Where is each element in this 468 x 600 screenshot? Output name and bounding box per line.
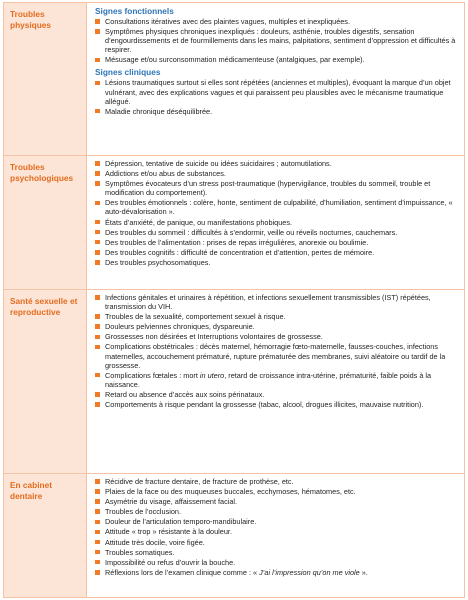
square-bullet-icon xyxy=(95,250,100,255)
list-item xyxy=(95,517,458,526)
category-cell xyxy=(4,156,87,290)
list-item xyxy=(95,477,458,486)
list-item xyxy=(95,400,458,409)
list-item xyxy=(95,248,458,257)
table-row xyxy=(4,156,465,290)
category-label: Santé sexuelle et reproductive xyxy=(10,296,78,317)
square-bullet-icon xyxy=(95,220,100,225)
list-item xyxy=(95,179,458,197)
item-text: Lésions traumatiques surtout si elles sont répétées (anciennes et multiples), évoquant la marque d’un objet vulnérant, avec des explications vagues et qui paraissent peu plausibles avec le mécanisme traumatique allégué. xyxy=(105,78,451,106)
item-text: Douleurs pelviennes chroniques, dyspareunie. xyxy=(105,322,255,332)
square-bullet-icon xyxy=(95,240,100,245)
square-bullet-icon xyxy=(95,201,100,206)
square-bullet-icon xyxy=(95,509,100,514)
list-item xyxy=(95,390,458,399)
content-cell xyxy=(87,474,465,598)
item-text: Grossesses non désirées et Interruptions volontaires de grossesse. xyxy=(105,332,323,342)
item-text: Des troubles émotionnels : colère, honte, sentiment de culpabilité, d’humiliation, sentiment d’impuissance, « auto-dévalorisation ». xyxy=(105,198,453,217)
list-item xyxy=(95,293,458,311)
item-text: Asymétrie du visage, affaissement facial. xyxy=(105,497,238,507)
square-bullet-icon xyxy=(95,324,100,329)
content-cell xyxy=(87,3,465,156)
list-item xyxy=(95,558,458,567)
item-text: Addictions et/ou abus de substances. xyxy=(105,169,226,179)
square-bullet-icon xyxy=(95,530,100,535)
table-row xyxy=(4,290,465,474)
square-bullet-icon xyxy=(95,230,100,235)
item-text: ». xyxy=(359,567,368,577)
square-bullet-icon xyxy=(95,520,100,525)
content-block xyxy=(87,156,464,267)
square-bullet-icon xyxy=(95,499,100,504)
square-bullet-icon xyxy=(95,29,100,34)
list-item xyxy=(95,568,458,577)
item-text: Retard ou absence d’accès aux soins périnataux. xyxy=(105,389,265,399)
item-text: Impossibilité ou refus d’ouvrir la bouche. xyxy=(105,557,236,567)
square-bullet-icon xyxy=(95,81,100,86)
item-text: Des troubles de l’alimentation : prises de repas irrégulières, anorexie ou boulimie. xyxy=(105,237,369,247)
item-text: Symptômes évocateurs d’un stress post-traumatique (hypervigilance, troubles du sommeil, trouble et modification du comportement). xyxy=(105,179,431,198)
item-text: Troubles somatiques. xyxy=(105,547,175,557)
square-bullet-icon xyxy=(95,479,100,484)
list-item xyxy=(95,322,458,331)
square-bullet-icon xyxy=(95,314,100,319)
content-block xyxy=(87,474,464,577)
list-item xyxy=(95,538,458,547)
item-text: Mésusage et/ou surconsommation médicamenteuse (antalgiques, par exemple). xyxy=(105,55,365,65)
signs-table xyxy=(3,2,465,598)
list-item xyxy=(95,312,458,321)
item-text: Troubles de la sexualité, comportement sexuel à risque. xyxy=(105,312,286,322)
content-cell xyxy=(87,156,465,290)
list-item xyxy=(95,169,458,178)
list-item xyxy=(95,548,458,557)
list-item xyxy=(95,238,458,247)
square-bullet-icon xyxy=(95,373,100,378)
item-text: Infections génitales et urinaires à répétition, et infections sexuellement transmissibles (IST) répétées, transmission du VIH. xyxy=(105,293,431,312)
item-text: Consultations itératives avec des plaintes vagues, multiples et inexpliquées. xyxy=(105,17,350,26)
item-text: , retard de croissance intra-utérine, prématurité, faible poids à la naissance. xyxy=(105,370,432,389)
square-bullet-icon xyxy=(95,109,100,114)
square-bullet-icon xyxy=(95,402,100,407)
square-bullet-icon xyxy=(95,345,100,350)
table-row xyxy=(4,474,465,598)
item-text: Récidive de fracture dentaire, de fracture de prothèse, etc. xyxy=(105,477,294,486)
list-item xyxy=(95,342,458,369)
square-bullet-icon xyxy=(95,489,100,494)
category-label: Troubles physiques xyxy=(10,9,52,30)
list-item xyxy=(95,218,458,227)
list-item xyxy=(95,507,458,516)
square-bullet-icon xyxy=(95,550,100,555)
item-text: Attitude « trop » résistante à la douleur. xyxy=(105,527,232,537)
square-bullet-icon xyxy=(95,295,100,300)
list-item xyxy=(95,55,458,64)
item-text: Complications obstétricales : décès maternel, hémorragie fœto-maternelle, fausses-couches, infections maternelles, accouchement prématuré, rupture prématurée des membranes, suivi aléatoire ou tardif de la grossesse. xyxy=(105,342,446,370)
square-bullet-icon xyxy=(95,570,100,575)
list-item xyxy=(95,228,458,237)
category-label: En cabinet dentaire xyxy=(10,480,52,501)
section-subheading: Signes fonctionnels xyxy=(95,6,174,16)
item-text: Comportements à risque pendant la grossesse (tabac, alcool, drogues illicites, mauvaise nutrition). xyxy=(105,400,424,410)
category-cell xyxy=(4,3,87,156)
square-bullet-icon xyxy=(95,260,100,265)
square-bullet-icon xyxy=(95,171,100,176)
table-row xyxy=(4,3,465,156)
list-item xyxy=(95,17,458,26)
list-item xyxy=(95,497,458,506)
list-item xyxy=(95,258,458,267)
item-text-italic: J’ai l’impression qu’on me viole xyxy=(259,567,360,577)
item-text: Symptômes physiques chroniques inexpliqués : douleurs, asthénie, troubles digestifs, sensation d’engourdissements et de fourmillements dans les mains, palpitations, sentiment d’oppression et difficultés à respirer. xyxy=(105,27,456,55)
list-item xyxy=(95,107,458,116)
list-item xyxy=(95,371,458,389)
content-cell xyxy=(87,290,465,474)
category-cell xyxy=(4,474,87,598)
list-item xyxy=(95,487,458,496)
item-text: Maladie chronique déséquilibrée. xyxy=(105,106,213,116)
square-bullet-icon xyxy=(95,392,100,397)
square-bullet-icon xyxy=(95,560,100,565)
item-text: Plaies de la face ou des muqueuses buccales, ecchymoses, hématomes, etc. xyxy=(105,487,356,497)
item-text: États d’anxiété, de panique, ou manifestations phobiques. xyxy=(105,217,293,227)
item-list xyxy=(95,293,458,409)
square-bullet-icon xyxy=(95,161,100,166)
item-text: Dépression, tentative de suicide ou idées suicidaires ; automutilations. xyxy=(105,159,332,168)
item-text: Attitude très docile, voire figée. xyxy=(105,537,205,547)
square-bullet-icon xyxy=(95,58,100,63)
list-item xyxy=(95,527,458,536)
list-item xyxy=(95,78,458,105)
list-item xyxy=(95,27,458,54)
item-list xyxy=(95,159,458,267)
list-item xyxy=(95,332,458,341)
item-text: Troubles de l’occlusion. xyxy=(105,507,181,517)
list-item xyxy=(95,198,458,216)
item-text: Douleur de l’articulation temporo-mandibulaire. xyxy=(105,517,257,527)
category-label: Troubles psychologiques xyxy=(10,162,74,183)
item-list xyxy=(95,78,458,115)
category-cell xyxy=(4,290,87,474)
item-text: Réflexions lors de l’examen clinique comme : « xyxy=(105,567,260,577)
square-bullet-icon xyxy=(95,181,100,186)
content-block xyxy=(87,3,464,116)
item-text: Complications fœtales : mort xyxy=(105,370,200,380)
item-text: Des troubles cognitifs : difficulté de concentration et d’attention, pertes de mémoire. xyxy=(105,247,375,257)
item-text: Des troubles du sommeil : difficultés à s’endormir, veille ou réveils nocturnes, cauchemars. xyxy=(105,227,398,237)
item-text: Des troubles psychosomatiques. xyxy=(105,257,211,267)
content-block xyxy=(87,290,464,409)
item-text-italic: in utero xyxy=(199,370,225,380)
signs-table-body xyxy=(4,3,465,598)
square-bullet-icon xyxy=(95,540,100,545)
item-list xyxy=(95,477,458,577)
square-bullet-icon xyxy=(95,335,100,340)
section-subheading: Signes cliniques xyxy=(95,67,161,78)
square-bullet-icon xyxy=(95,19,100,24)
list-item xyxy=(95,159,458,168)
item-list xyxy=(95,17,458,64)
